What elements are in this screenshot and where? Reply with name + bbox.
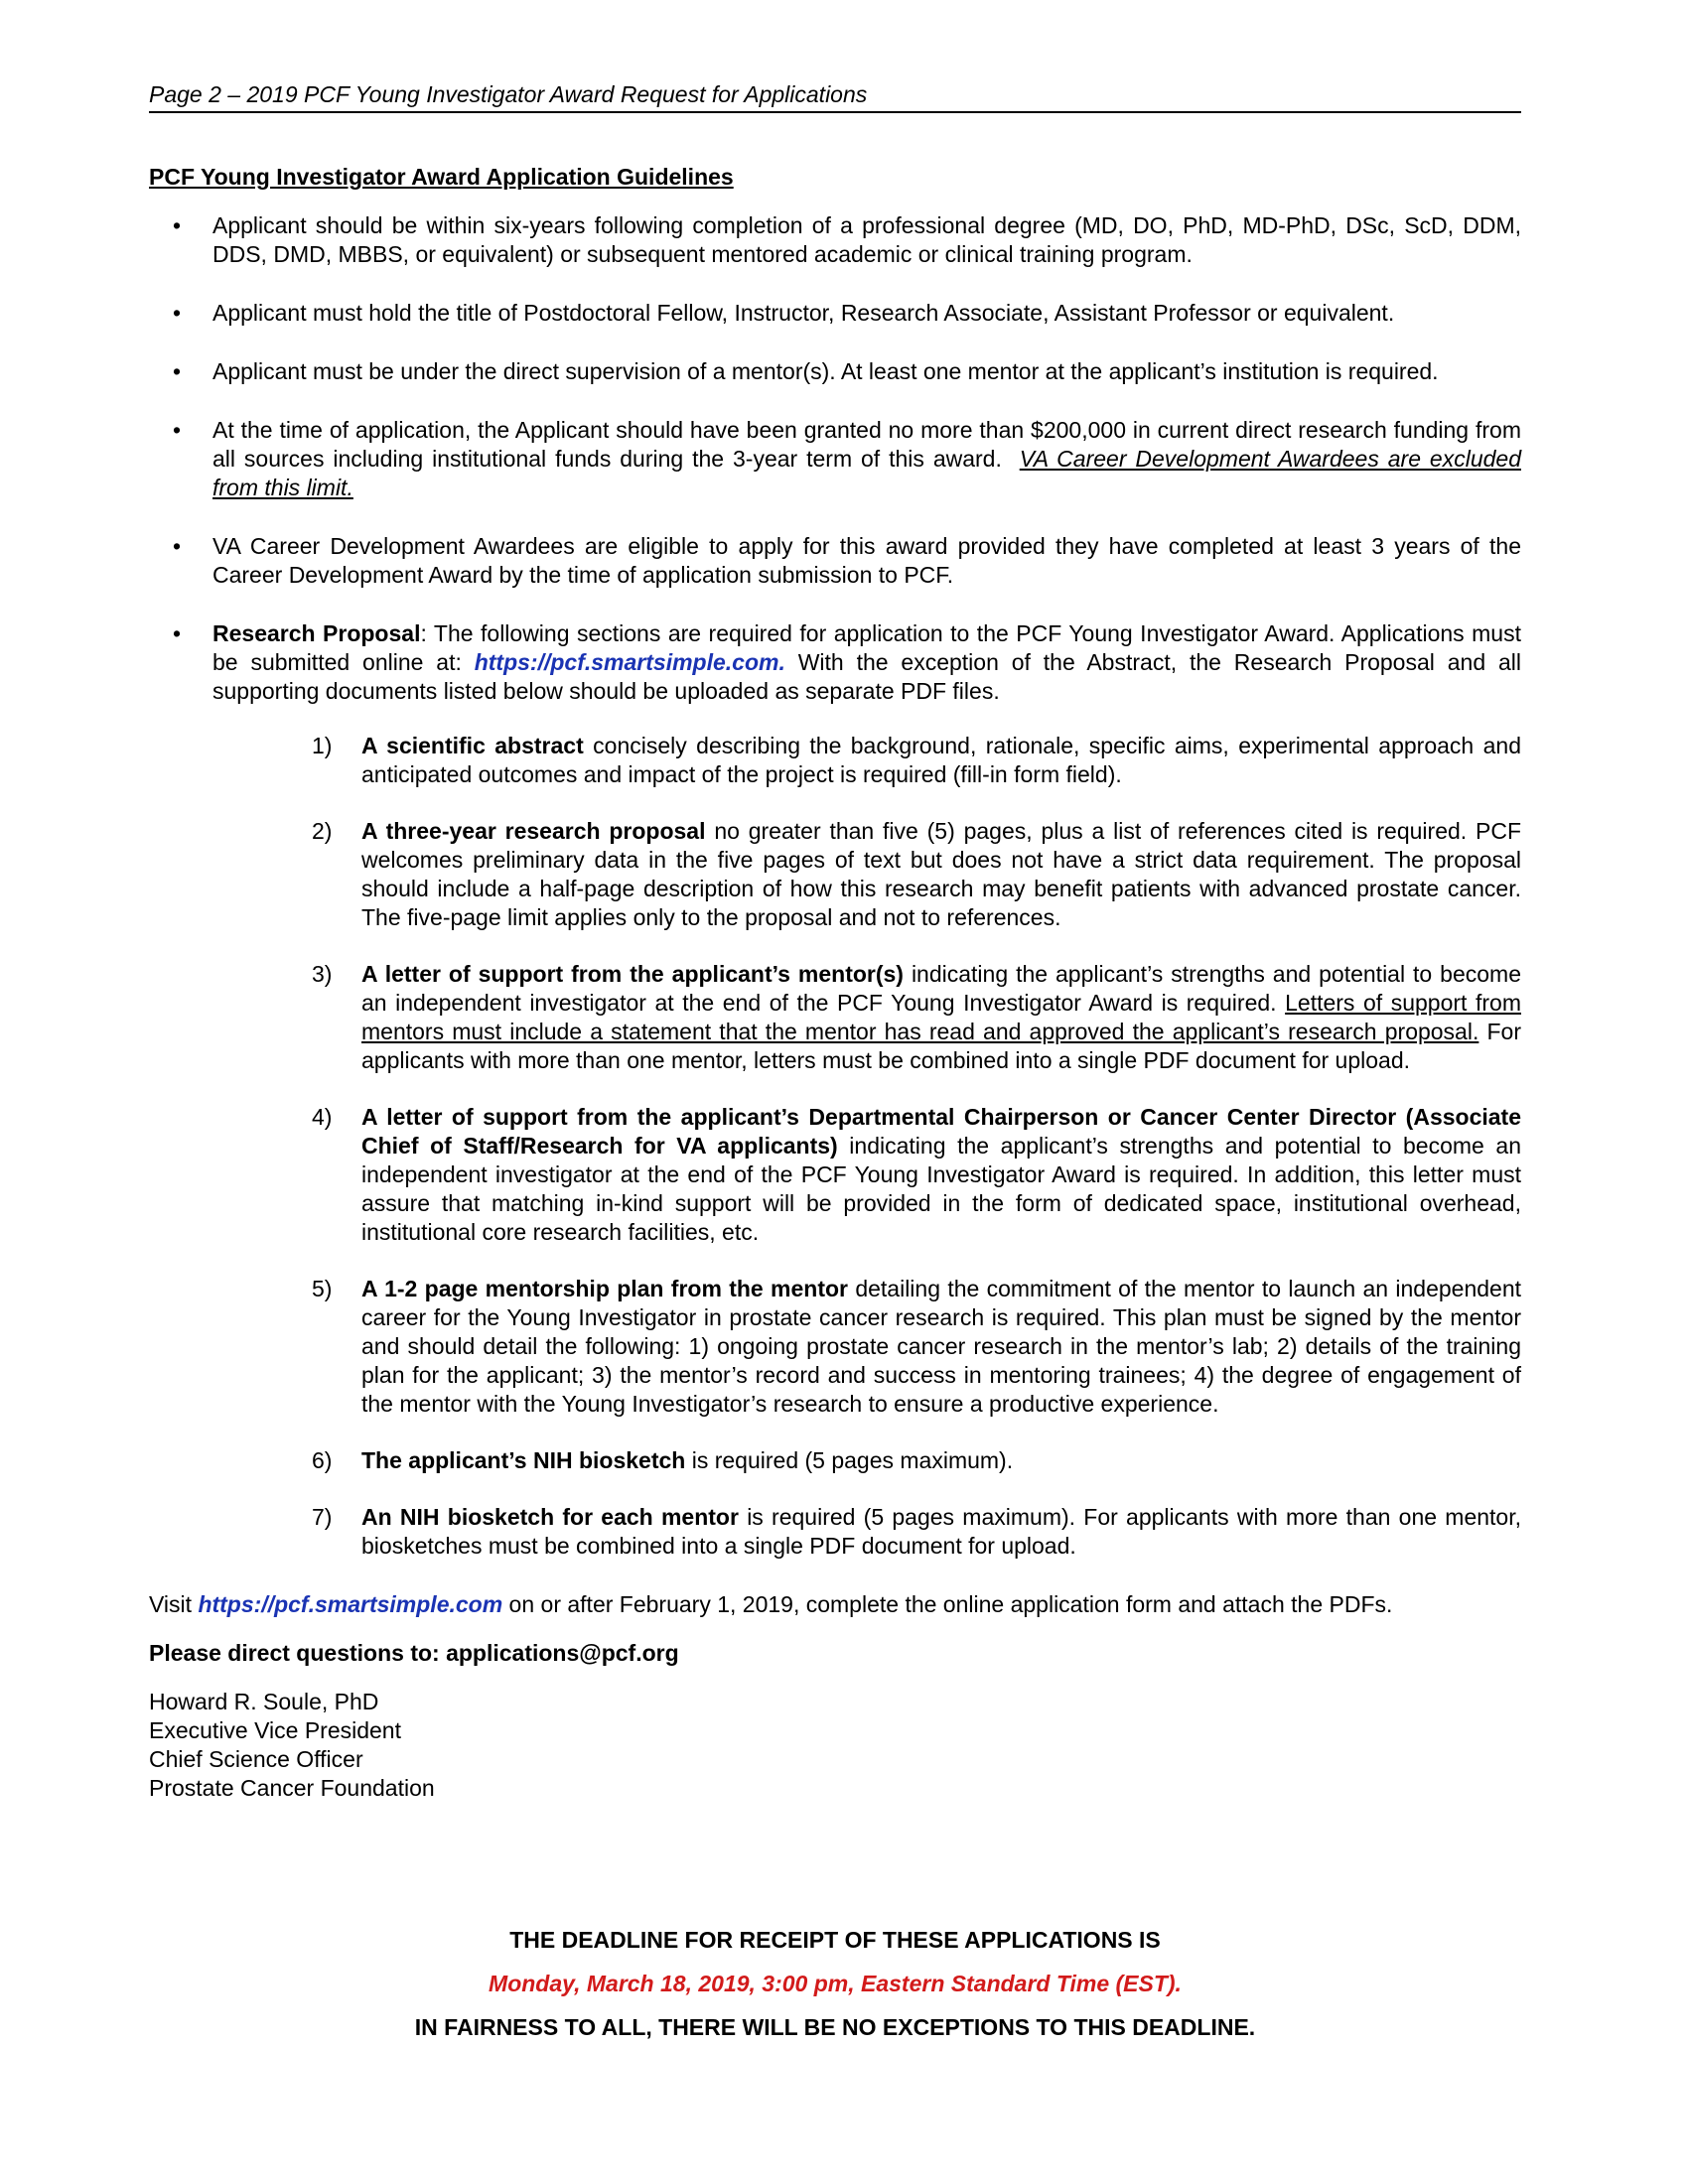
guideline-item: • Applicant must hold the title of Postdoctoral Fellow, Instructor, Research Associate, Assistant Professor or equivalent.: [173, 300, 1395, 326]
deadline-notice: [149, 1918, 1521, 2049]
deadline-date: Monday, March 18, 2019, 3:00 pm, Eastern Standard Time (EST).: [489, 1971, 1182, 1996]
visit-paragraph: Visit https://pcf.smartsimple.com on or after February 1, 2019, complete the online application form and attach the PDFs.: [149, 1591, 1393, 1617]
requirement-item: 5) A 1-2 page mentorship plan from the mentor detailing the commitment of the mentor to launch an independent career for the Young Investigator in prostate cancer research is required. This plan must be signed by the mentor and should detail the following: 1) ongoing prostate cancer research in the mentor’s lab; 2) details of the training plan for the applicant; 3) the mentor’s record and success in mentoring trainees; 4) the degree of engagement of the mentor with the Young Investigator’s research to ensure a productive experience.: [312, 1276, 1521, 1417]
bullet-icon: •: [173, 212, 182, 238]
bullet-icon: •: [173, 358, 182, 384]
requirement-item: 1) A scientific abstract concisely describing the background, rationale, specific aims, experimental approach and anticipated outcomes and impact of the project is required (fill-in form field).: [312, 733, 1521, 787]
signature-organization: Prostate Cancer Foundation: [149, 1775, 435, 1801]
bullet-icon: •: [173, 417, 182, 443]
requirement-item: 2) A three-year research proposal no greater than five (5) pages, plus a list of references cited is required. PCF welcomes preliminary data in the five pages of text but does not have a strict data requirement. The proposal should include a half-page description of how this research may benefit patients with advanced prostate cancer. The five-page limit applies only to the proposal and not to references.: [312, 818, 1521, 930]
requirements-list: [212, 732, 1521, 1561]
guideline-item: • Applicant should be within six-years following completion of a professional degree (MD, DO, PhD, MD-PhD, DSc, ScD, DDM, DDS, DMD, MBBS, or equivalent) or subsequent mentored academic or clinical training program.: [173, 212, 1521, 267]
guidelines-list: [149, 211, 1521, 1561]
signature-title: Executive Vice President: [149, 1717, 401, 1743]
bullet-icon: •: [173, 533, 182, 559]
guideline-item: • Applicant must be under the direct supervision of a mentor(s). At least one mentor at the applicant’s institution is required.: [173, 358, 1439, 384]
requirement-item: 3) A letter of support from the applicant’s mentor(s) indicating the applicant’s strengths and potential to become an independent investigator at the end of the PCF Young Investigator Award is required. Letters of support from mentors must include a statement that the mentor has read and approved the applicant’s research proposal. For applicants with more than one mentor, letters must be combined into a single PDF document for upload.: [312, 961, 1522, 1073]
smartsimple-link[interactable]: https://pcf.smartsimple.com: [198, 1591, 503, 1617]
questions-line: Please direct questions to: applications@pcf.org: [149, 1640, 679, 1666]
bullet-icon: •: [173, 620, 182, 646]
signature-title: Chief Science Officer: [149, 1746, 363, 1772]
smartsimple-link[interactable]: https://pcf.smartsimple.com.: [474, 649, 785, 675]
bullet-icon: •: [173, 300, 182, 326]
guideline-item: • VA Career Development Awardees are eligible to apply for this award provided they have completed at least 3 years of the Career Development Award by the time of application submission to PCF.: [173, 533, 1521, 588]
content: [149, 163, 1521, 1803]
requirement-item: 4) A letter of support from the applicant’s Departmental Chairperson or Cancer Center Director (Associate Chief of Staff/Research for VA applicants) indicating the applicant’s strengths and potential to become an independent investigator at the end of the PCF Young Investigator Award is required. In addition, this letter must assure that matching in-kind support will be provided in the form of dedicated space, institutional overhead, institutional core research facilities, etc.: [312, 1104, 1521, 1245]
deadline-fairness: IN FAIRNESS TO ALL, THERE WILL BE NO EXCEPTIONS TO THIS DEADLINE.: [414, 2014, 1256, 2040]
va-exclusion-note: VA Career Development Awardees are excluded from this limit.: [212, 446, 1521, 500]
guideline-item-research-proposal: • Research Proposal: The following sections are required for application to the PCF Young Investigator Award. Applications must be submitted online at: https://pcf.smartsimple.com. With the exception of the Abstract, the Research Proposal and all supporting documents listed below should be uploaded as separate PDF files. 1) A scientific abstract concisely describing the background, rationale, specific aims, experimental approach and anticipated outcomes and impact of the project is required (fill-in form field). 2) A three-year research proposal no greater than five (5) pages, plus a list of references cited is required. PCF welcomes preliminary data in the five pages of text but does not have a strict data requirement. The proposal should include a half-page description of how this research may benefit patients with advanced prostate cancer. The five-page limit applies only to the proposal and not to references. 3) A letter of support from the applicant’s mentor(s) indicating the applicant’s strengths and potential to become an independent investigator at the end of the PCF Young Investigator Award is required. Letters of support from mentors must include a statement that the mentor has read and approved the applicant’s research proposal. For applicants with more than one mentor, letters must be combined into a single PDF document for upload. 4) A letter of support from the applicant’s Departmental Chairperson or Cancer Center Director (Associate Chief of Staff/Research for VA applicants) indicating the applicant’s strengths and potential to become an independent investigator at the end of the PCF Young Investigator Award is required. In addition, this letter must assure that matching in-kind support will be provided in the form of dedicated space, institutional overhead, institutional core research facilities, etc. 5) A 1-2 page mentorship plan from the mentor detailing the commitment of the mentor to launch an independent career for the Young Investigator in prostate cancer research is required. This plan must be signed by the mentor and should detail the following: 1) ongoing prostate cancer research in the mentor’s lab; 2) details of the training plan for the applicant; 3) the mentor’s record and success in mentoring trainees; 4) the degree of engagement of the mentor with the Young Investigator’s research to ensure a productive experience. 6) The applicant’s NIH biosketch is required (5 pages maximum). 7) An NIH biosketch for each mentor is required (5 pages maximum). For applicants with more than one mentor, biosketches must be combined into a single PDF document for upload.: [173, 620, 1522, 1559]
signature-name: Howard R. Soule, PhD: [149, 1689, 379, 1714]
deadline-heading: THE DEADLINE FOR RECEIPT OF THESE APPLICATIONS IS: [509, 1927, 1161, 1953]
section-title: PCF Young Investigator Award Application Guidelines: [149, 164, 734, 190]
page-header: Page 2 – 2019 PCF Young Investigator Award Request for Applications: [149, 79, 1521, 113]
requirement-item: 6) The applicant’s NIH biosketch is required (5 pages maximum).: [312, 1447, 1014, 1473]
guideline-item: • At the time of application, the Applicant should have been granted no more than $200,000 in current direct research funding from all sources including institutional funds during the 3-year term of this award. VA Career Development Awardees are excluded from this limit.: [173, 417, 1521, 500]
signature-block: [149, 1688, 1521, 1803]
requirement-item: 7) An NIH biosketch for each mentor is required (5 pages maximum). For applicants with more than one mentor, biosketches must be combined into a single PDF document for upload.: [312, 1504, 1521, 1559]
